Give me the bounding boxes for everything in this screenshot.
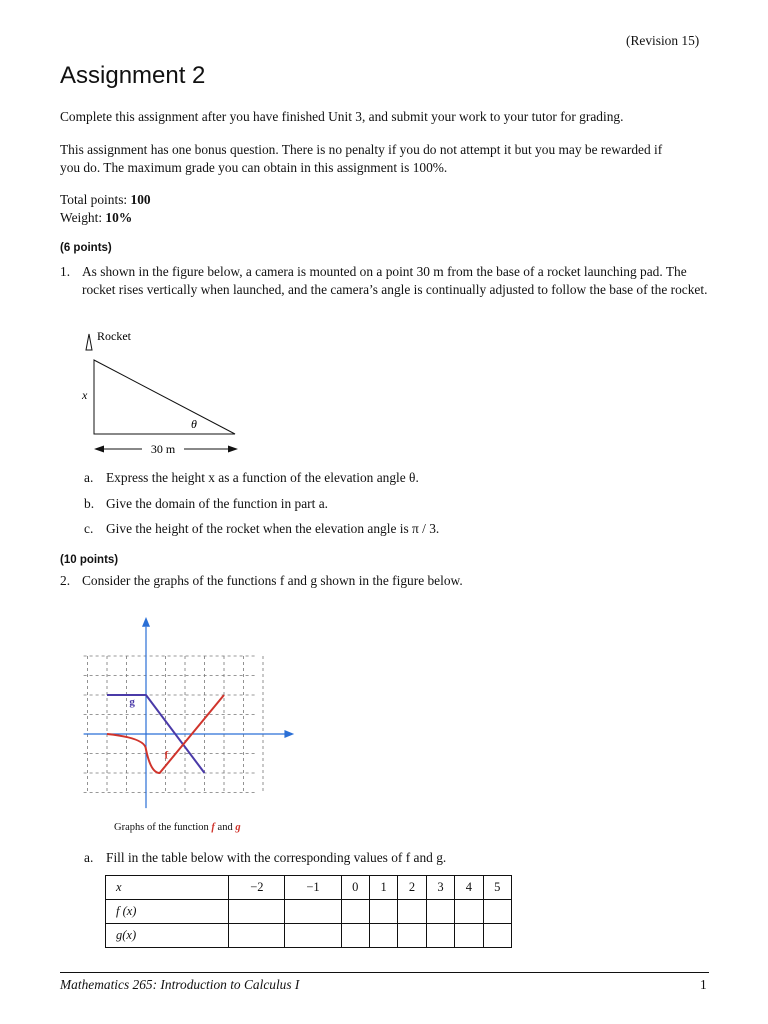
header-cell: −2 <box>229 876 285 900</box>
q2-points: (10 points) <box>60 554 119 566</box>
q2-number: 2. <box>60 573 71 588</box>
total-points-value: 100 <box>130 192 151 207</box>
q1-part-c-letter: c. <box>84 521 94 536</box>
caption-f: f <box>211 822 215 833</box>
caption-prefix: Graphs of the function <box>114 822 209 833</box>
table-row <box>106 924 512 948</box>
header-cell: 2 <box>398 876 426 900</box>
table-header-row <box>106 876 512 900</box>
f-curve-label: f <box>164 749 169 762</box>
table-cell[interactable] <box>341 900 369 924</box>
q2-text: Consider the graphs of the functions f and g shown in the figure below. <box>82 573 463 588</box>
x-label: x <box>82 388 88 402</box>
table-row <box>106 900 512 924</box>
table-cell[interactable] <box>285 900 341 924</box>
header-cell: x <box>106 876 229 900</box>
total-points-label: Total points: <box>60 192 128 207</box>
table-cell[interactable] <box>426 924 454 948</box>
q1-part-b-text: Give the domain of the function in part a. <box>106 496 328 511</box>
q1-part-a-letter: a. <box>84 470 94 485</box>
rocket-figure <box>60 322 260 462</box>
function-graph <box>70 600 310 820</box>
caption-and: and <box>217 822 233 833</box>
total-points-line <box>60 191 151 209</box>
header-cell: −1 <box>285 876 341 900</box>
table-cell[interactable] <box>369 900 397 924</box>
row-label-f: f (x) <box>106 900 229 924</box>
q1-part-b-letter: b. <box>84 496 95 511</box>
bonus-paragraph: This assignment has one bonus question. There is no penalty if you do not attempt it but you may be rewarded if you do. The maximum grade you can obtain in this assignment is 100%. <box>60 142 663 175</box>
table-cell[interactable] <box>341 924 369 948</box>
q1-text: As shown in the figure below, a camera is mounted on a point 30 m from the base of a rocket launching pad. The rocket rises vertically when launched, and the camera’s angle is continually adjusted to follow the base of the rocket. <box>82 264 708 297</box>
table-cell[interactable] <box>398 924 426 948</box>
caption-g: g <box>235 822 241 833</box>
triangle <box>94 360 235 434</box>
y-axis-arrowhead <box>142 617 150 627</box>
table-cell[interactable] <box>426 900 454 924</box>
table-cell[interactable] <box>229 900 285 924</box>
q1-part-a-text: Express the height x as a function of the elevation angle θ. <box>106 470 419 485</box>
q1-number: 1. <box>60 264 71 279</box>
footer-course: Mathematics 265: Introduction to Calculus I <box>60 977 300 992</box>
header-cell: 3 <box>426 876 454 900</box>
table-cell[interactable] <box>398 900 426 924</box>
footer-rule <box>60 972 709 973</box>
page-title: Assignment 2 <box>60 62 206 89</box>
table-cell[interactable] <box>483 900 511 924</box>
table-cell[interactable] <box>229 924 285 948</box>
g-curve-label: g <box>129 695 135 708</box>
arrowhead-right <box>228 446 238 453</box>
header-cell: 4 <box>455 876 483 900</box>
x-axis-arrowhead <box>284 730 294 738</box>
page-number: 1 <box>700 977 707 992</box>
table-cell[interactable] <box>455 924 483 948</box>
q2-part-a-text: Fill in the table below with the corresponding values of f and g. <box>106 850 447 865</box>
q2-part-a-letter: a. <box>84 850 94 865</box>
values-table <box>105 875 512 948</box>
weight-label: Weight: <box>60 210 103 225</box>
table-cell[interactable] <box>483 924 511 948</box>
table-cell[interactable] <box>369 924 397 948</box>
arrowhead-left <box>94 446 104 453</box>
rocket-icon <box>86 334 92 350</box>
weight-line <box>60 209 132 227</box>
distance-label: 30 m <box>150 442 176 456</box>
theta-label: θ <box>191 417 197 431</box>
weight-value: 10% <box>105 210 133 225</box>
q1-part-c-text: Give the height of the rocket when the elevation angle is π / 3. <box>106 521 440 536</box>
table-cell[interactable] <box>285 924 341 948</box>
table-cell[interactable] <box>455 900 483 924</box>
rocket-label: Rocket <box>97 329 131 343</box>
header-cell: 0 <box>341 876 369 900</box>
row-label-g: g(x) <box>106 924 229 948</box>
header-cell: 5 <box>483 876 511 900</box>
intro-paragraph: Complete this assignment after you have finished Unit 3, and submit your work to your tutor for grading. <box>60 109 624 124</box>
graph-caption <box>114 822 241 833</box>
revision-label: (Revision 15) <box>626 33 700 48</box>
q1-points: (6 points) <box>60 242 112 254</box>
header-cell: 1 <box>369 876 397 900</box>
